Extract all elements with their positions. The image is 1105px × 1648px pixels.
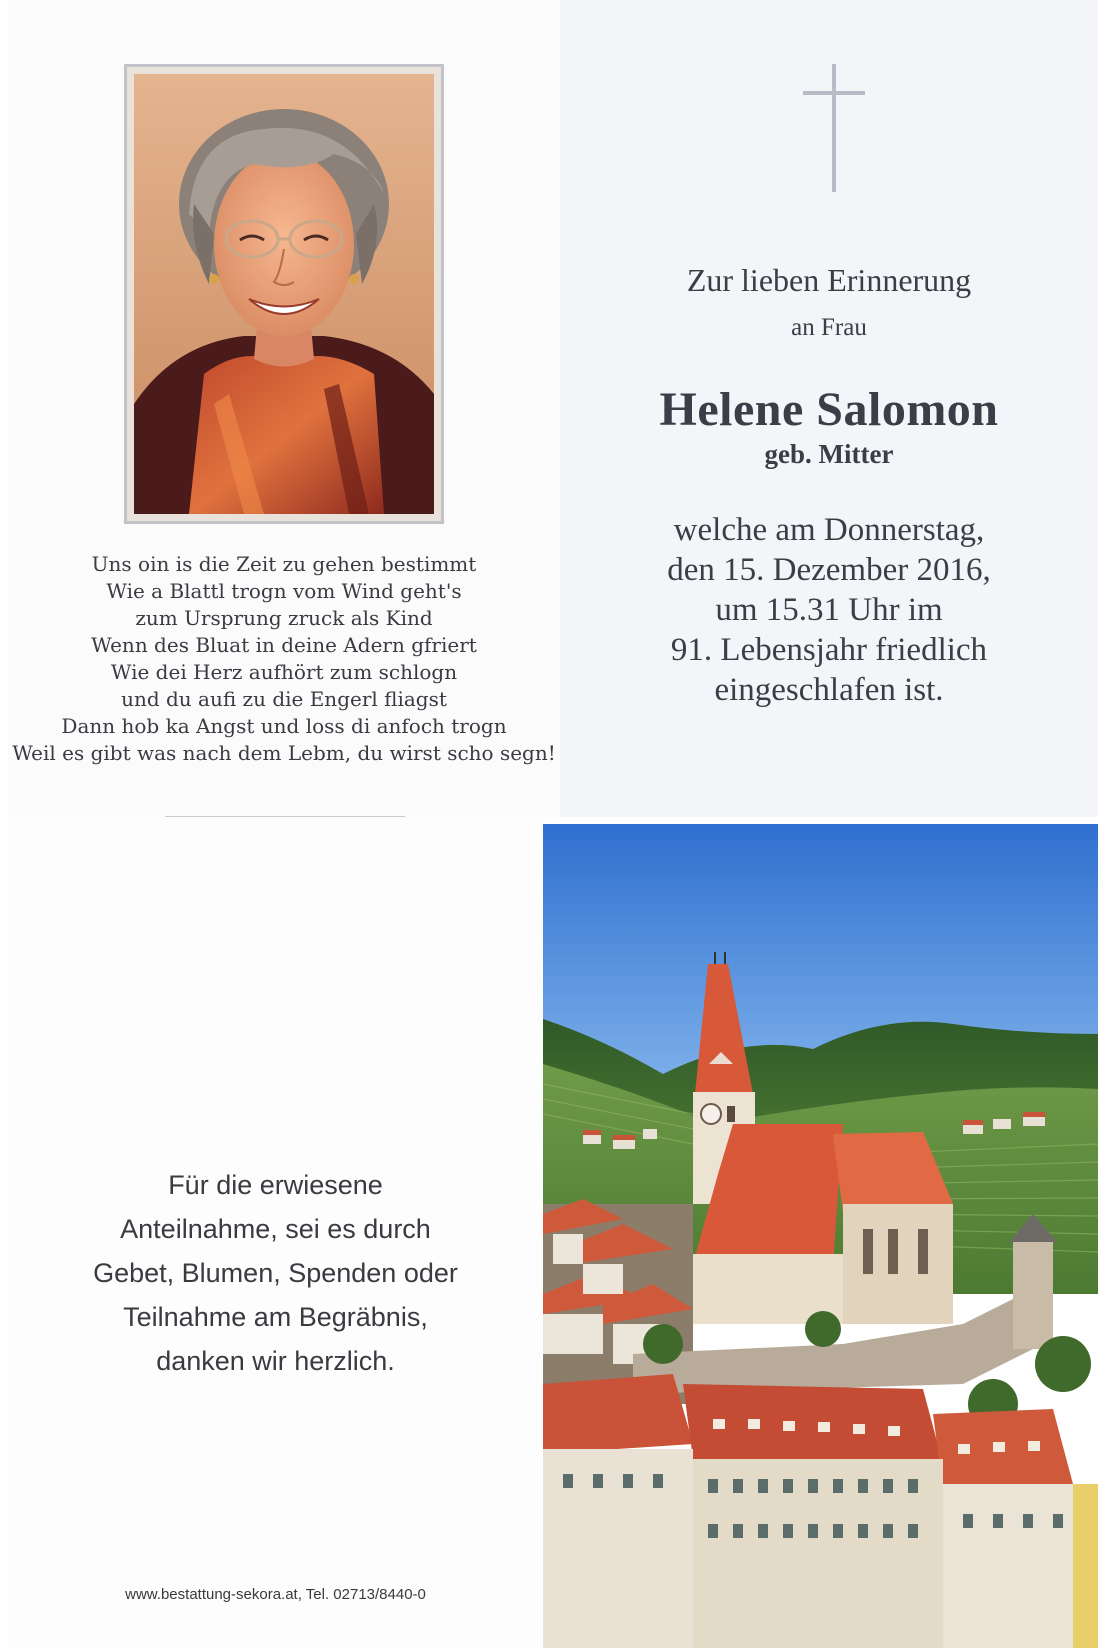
death-notice-line: eingeschlafen ist. bbox=[714, 672, 944, 708]
cross-icon bbox=[803, 64, 865, 192]
death-notice-line: welche am Donnerstag, bbox=[673, 512, 985, 548]
thanks-line: Anteilnahme, sei es durch bbox=[120, 1214, 431, 1244]
thanks-line: danken wir herzlich. bbox=[156, 1346, 395, 1376]
poem bbox=[8, 551, 560, 767]
church-landscape-photo bbox=[543, 824, 1098, 1648]
funeral-home-contact: www.bestattung-sekora.at, Tel. 02713/8440-0 bbox=[125, 1586, 426, 1603]
poem-line: Wie a Blattl trogn vom Wind geht's bbox=[106, 579, 462, 603]
deceased-name: Helene Salomon bbox=[659, 383, 999, 436]
portrait-photo bbox=[124, 64, 444, 524]
thanks-line: Gebet, Blumen, Spenden oder bbox=[93, 1258, 458, 1288]
poem-line: Wie dei Herz aufhört zum schlogn bbox=[110, 660, 458, 684]
death-notice-line: 91. Lebensjahr friedlich bbox=[670, 632, 988, 668]
poem-line: Wenn des Bluat in deine Adern gfriert bbox=[91, 633, 477, 657]
death-notice-line: den 15. Dezember 2016, bbox=[667, 552, 991, 588]
memorial-title: Zur lieben Erinnerung bbox=[686, 262, 972, 298]
poem-line: zum Ursprung zruck als Kind bbox=[135, 606, 433, 630]
thanks-text bbox=[8, 1163, 543, 1383]
birth-name: geb. Mitter bbox=[764, 439, 894, 469]
church-landscape-image bbox=[543, 824, 1098, 1648]
fold-divider bbox=[165, 816, 405, 817]
memorial-salutation: an Frau bbox=[791, 314, 867, 341]
thanks-line: Für die erwiesene bbox=[168, 1170, 383, 1200]
thanks-line: Teilnahme am Begräbnis, bbox=[123, 1302, 428, 1332]
portrait-image bbox=[134, 74, 434, 514]
poem-line: Uns oin is die Zeit zu gehen bestimmt bbox=[91, 552, 477, 576]
poem-line: und du aufi zu die Engerl fliagst bbox=[121, 687, 447, 711]
poem-line: Weil es gibt was nach dem Lebm, du wirst scho segn! bbox=[12, 741, 556, 765]
death-notice-line: um 15.31 Uhr im bbox=[715, 592, 943, 628]
death-notice bbox=[560, 510, 1098, 710]
poem-line: Dann hob ka Angst und loss di anfoch trogn bbox=[61, 714, 507, 738]
